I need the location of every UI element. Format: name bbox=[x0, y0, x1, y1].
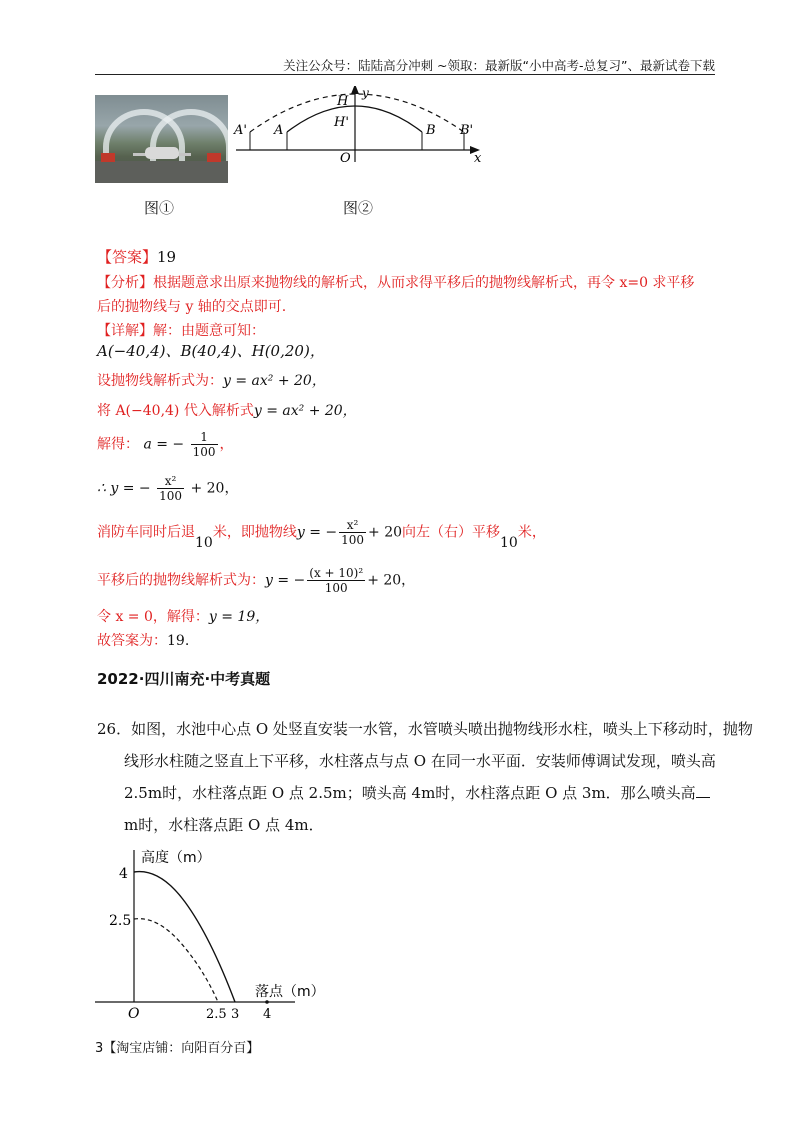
detail-line bbox=[97, 320, 265, 340]
step4-fraction: $\frac{\text{x²}}{100}$ bbox=[159, 474, 182, 503]
ytick-4: 4 bbox=[119, 866, 128, 882]
figure2-caption: 图② bbox=[343, 199, 374, 217]
header-rule bbox=[95, 74, 715, 75]
step5-fraction: $\frac{\text{x²}}{100}$ bbox=[341, 518, 365, 547]
label-O: O bbox=[340, 151, 351, 166]
xtick-4: 4 bbox=[263, 1007, 272, 1022]
step5-line: 消防车同时后退10米，即抛物线y = − $\frac{\text{x²}}{100}$ + 20向左（右）平移10米， bbox=[97, 518, 546, 551]
step1-line bbox=[97, 370, 326, 390]
answer-value: 19 bbox=[157, 248, 177, 266]
step4-tail: + 20， bbox=[190, 480, 239, 497]
page-header: 关注公众号：陆陆高分冲刺 ~领取：最新版“小中高考-总复习”、最新试卷下载 bbox=[283, 58, 715, 73]
xtick-3: 3 bbox=[231, 1007, 240, 1022]
label-x: x bbox=[474, 151, 482, 166]
section-title: 2022·四川南充·中考真题 bbox=[97, 670, 271, 688]
fire-truck-water-arch-photo bbox=[95, 95, 228, 183]
page-footer: 3【淘宝店铺：向阳百分百】 bbox=[95, 1041, 260, 1056]
question-number: 26． bbox=[97, 720, 132, 738]
step2-label: 将 A(−40,4) 代入解析式 bbox=[97, 403, 254, 419]
points-line: A(−40,4)、B(40,4)、H(0,20)， bbox=[97, 342, 325, 360]
label-H: H bbox=[337, 94, 349, 109]
label-B: B bbox=[426, 123, 436, 138]
detail-text: 解：由题意可知： bbox=[153, 323, 265, 339]
question-line-2: 线形水柱随之竖直上下平移，水柱落点与点 O 在同一水平面．安装师傅调试发现，喷头高 bbox=[124, 752, 716, 770]
question-line-3: 2.5m时，水柱落点距 O 点 2.5m；喷头高 4m时，水柱落点距 O 点 3m．那么喷头高 bbox=[124, 782, 710, 803]
answer-line bbox=[97, 246, 176, 267]
step4-line bbox=[97, 474, 238, 503]
label-A: A bbox=[274, 123, 284, 138]
step3-label: 解得： bbox=[97, 436, 139, 453]
analysis-text: 根据题意求出原来抛物线的解析式，从而求得平移后的抛物线解析式，再令 x=0 求平移 bbox=[153, 275, 695, 291]
step4-lhs: ∴ y = − bbox=[97, 480, 151, 497]
label-Ap: A' bbox=[234, 123, 247, 138]
question-line-1: 26．如图，水池中心点 O 处竖直安装一水管，水管喷头喷出抛物线形水柱，喷头上下移动时，抛物 bbox=[97, 720, 753, 738]
step1-expr: y = ax² + 20， bbox=[223, 373, 326, 389]
step2-expr: y = ax² + 20， bbox=[253, 403, 357, 419]
analysis-label: 【分析】 bbox=[97, 275, 153, 291]
label-Hp: H' bbox=[334, 115, 349, 130]
step1-label: 设抛物线解析式为： bbox=[97, 373, 223, 389]
analysis-line-2: 后的抛物线与 y 轴的交点即可. bbox=[97, 299, 287, 315]
answer-blank[interactable] bbox=[696, 797, 710, 798]
ytick-2-5: 2.5 bbox=[109, 913, 132, 929]
figure1-caption: 图① bbox=[144, 199, 175, 217]
xtick-2-5: 2.5 bbox=[206, 1007, 227, 1022]
step8-line: 故答案为：19. bbox=[97, 633, 190, 649]
step6-fraction: $\frac{\text{(x + 10)²}}{100}$ bbox=[309, 566, 364, 595]
answer-label: 【答案】 bbox=[97, 248, 158, 266]
detail-label: 【详解】 bbox=[97, 323, 153, 339]
parabola-diagram bbox=[230, 86, 490, 166]
label-Bp: B' bbox=[460, 123, 474, 138]
curve-2-5m bbox=[134, 919, 218, 1002]
step3-lhs: a = − bbox=[143, 436, 185, 453]
step6-line: 平移后的抛物线解析式为：y = − $\frac{\text{(x + 10)²}}{100}$ + 20， bbox=[97, 566, 416, 595]
question-line-4: m时，水柱落点距 O 点 4m． bbox=[124, 816, 324, 834]
landing-point-4 bbox=[265, 1000, 269, 1004]
graph-xlabel: 落点（m） bbox=[255, 984, 325, 1000]
label-y: y bbox=[362, 86, 369, 100]
analysis-line-1 bbox=[97, 272, 694, 292]
step7-line: 令 x = 0，解得：y = 19， bbox=[97, 609, 270, 625]
step3-fraction: $\frac{1}{100}$ bbox=[192, 430, 216, 459]
graph-ylabel: 高度（m） bbox=[141, 850, 211, 866]
curve-4m bbox=[134, 872, 235, 1002]
step2-line bbox=[97, 400, 357, 420]
step3-line: 解得： a = − $\frac{1}{100}$ ， bbox=[97, 430, 234, 459]
graph-origin: O bbox=[128, 1006, 140, 1022]
water-column-graph bbox=[95, 842, 345, 1027]
y-axis-arrow bbox=[351, 86, 359, 94]
